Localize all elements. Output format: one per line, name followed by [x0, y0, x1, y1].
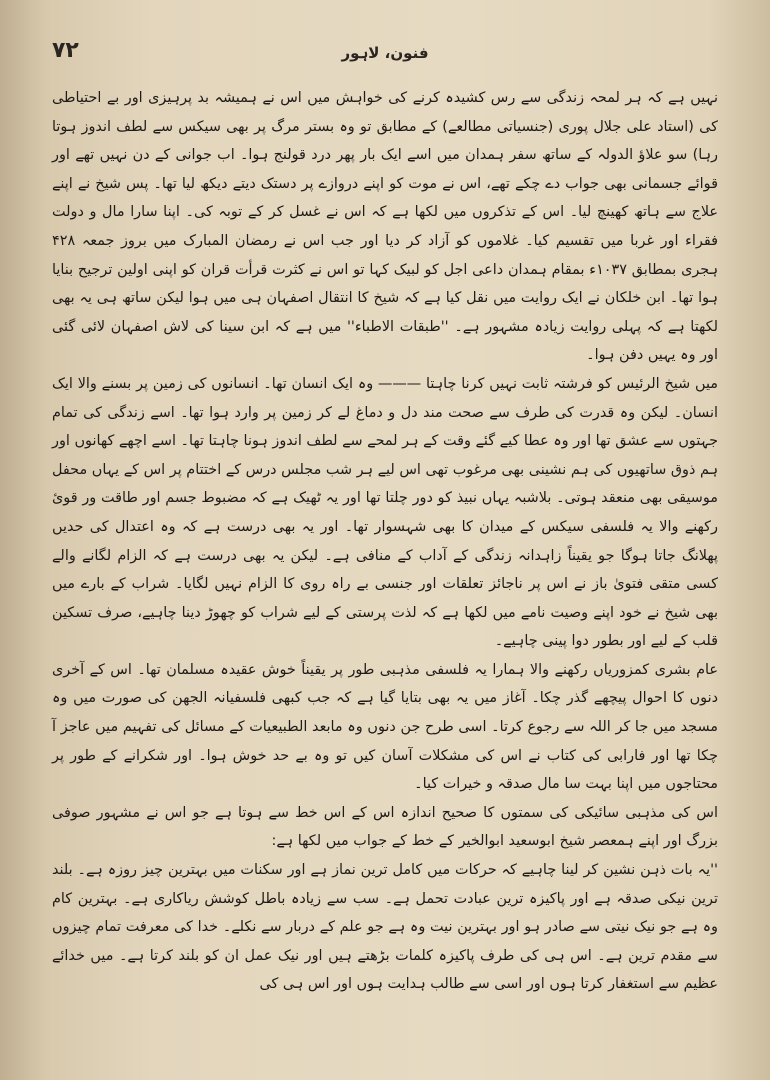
paragraph-2: میں شیخ الرئیس کو فرشتہ ثابت نہیں کرنا چاہتا ——— وہ ایک انسان تھا۔ انسانوں کی زمین پر بسنے والا ایک انسان۔ لیکن وہ قدرت کی طرف سے صحت مند دل و دماغ لے کر زمین پر وارد ہوا تھا۔ اسے زندگی کی تمام جہتوں سے عشق تھا اور وہ عطا کیے گئے وقت کے ہر لمحے سے لطف اندوز ہونا چاہتا تھا۔ اسے اچھے کھانوں اور ہم ذوق ساتھیوں کی ہم نشینی بھی مرغوب تھی اس لیے ہر شب مجلس درس کے اختتام پر اس کے یہاں محفل موسیقی بھی منعقد ہوتی۔ بلاشبہ یہاں نبیذ کو دور چلتا تھا اور یہ ٹھیک ہے کہ مضبوط جسم اور طاقت ور قوئ رکھنے والا یہ فلسفی سیکس کے میدان کا بھی شہسوار تھا۔ اور یہ بھی درست ہے کہ وہ اعتدال کی حدیں پھلانگ جاتا ہوگا جو یقیناً زاہدانہ زندگی کے آداب کے منافی ہے۔ لیکن یہ بھی درست ہے کہ الزام لگانے والے کسی متقی فتویٰ باز نے اس پر ناجائز تعلقات اور جنسی بے راہ روی کا الزام نہیں لگایا۔ شراب کے بارے میں بھی شیخ نے خود اپنے وصیت نامے میں لکھا ہے کہ لذت پرستی کے لیے شراب کو چھوڑ دینا چاہیے، صرف تسکین قلب کے لیے اور بطور دوا پینی چاہیے۔ [52, 375, 718, 650]
paragraph-1: نہیں ہے کہ ہر لمحہ زندگی سے رس کشیدہ کرنے کی خواہش میں اس نے ہمیشہ بد پرہیزی اور بے احتیاطی کی (استاد علی جلال پوری (جنسیاتی مطالعے) کے مطابق تو وہ بستر مرگ پر بھی سیکس سے لطف اندوز ہوتا رہا) سو علاؤ الدولہ کے ساتھ سفر ہمدان میں اسے ایک بار پھر درد قولنج ہوا۔ اب جوانی کے دن نہیں تھے اور قوائے جسمانی بھی جواب دے چکے تھے، اس نے موت کو اپنے دروازے پر دستک دیتے دیکھ لیا تھا۔ پس شیخ نے اپنے علاج سے ہاتھ کھینچ لیا۔ اس کے تذکروں میں لکھا ہے کہ اس نے غسل کر کے توبہ کی۔ اپنا سارا مال و دولت فقراء اور غربا میں تقسیم کیا۔ غلاموں کو آزاد کر دیا اور جب اس نے رمضان المبارک میں بروز جمعہ ۴۲۸ ہجری بمطابق ۱۰۳۷ء بمقام ہمدان داعی اجل کو لبیک کہا تو اس نے کثرت قرأت قران کو اپنی اولین ترجیح بنایا ہوا تھا۔ ابن خلکان نے ایک روایت میں نقل کیا ہے کہ شیخ کا انتقال اصفہان ہی میں ہوا لیکن ساتھ ہی یہ بھی لکھتا ہے کہ پہلی روایت زیادہ مشہور ہے۔ ''طبقات الاطباء'' میں ہے کہ ابن سینا کی لاش اصفہان لائی گئی اور وہ یہیں دفن ہوا۔ [52, 90, 718, 364]
quote-intro: اس کی مذہبی سائیکی کی سمتوں کا صحیح اندازہ اس کے اس خط سے ہوتا ہے جو اس نے مشہور صوفی بزرگ اور اپنے ہمعصر شیخ ابوسعید ابوالخیر کے خط کے جواب میں لکھا ہے: [52, 804, 718, 850]
running-title: فنون، لاہور [341, 44, 429, 62]
page-number: ۷۲ [52, 38, 79, 63]
page-header [52, 38, 718, 74]
paragraph-3: عام بشری کمزوریاں رکھنے والا ہمارا یہ فلسفی مذہبی طور پر یقیناً خوش عقیدہ مسلمان تھا۔ اس کے آخری دنوں کا احوال پیچھے گذر چکا۔ آغاز میں یہ بھی بتایا گیا ہے کہ جب کبھی فلسفیانہ الجھن کی صورت میں وہ مسجد میں جا کر اللہ سے رجوع کرتا۔ اسی طرح جن دنوں وہ مابعد الطبیعیات کے مسائل کی تفہیم میں عاجز آ چکا تھا اور فارابی کی کتاب نے اس کی مشکلات آسان کیں تو وہ بے حد خوش ہوا۔ اور شکرانے کے طور پر محتاجوں میں اپنا بہت سا مال صدقہ و خیرات کیا۔ [52, 661, 718, 793]
body-text [52, 84, 718, 999]
block-quote: ''یہ بات ذہن نشین کر لینا چاہیے کہ حرکات میں کامل ترین نماز ہے اور سکنات میں بہترین چیز روزہ ہے۔ بلند ترین نیکی صدقہ ہے اور پاکیزہ ترین عبادت تحمل ہے۔ سب سے زیادہ باطل کوشش ریاکاری ہے۔ بہترین کام وہ ہے جو نیک نیتی سے صادر ہو اور بہترین نیت وہ ہے جو علم کے دربار سے نکلے۔ خدا کی معرفت تمام چیزوں سے مقدم ترین ہے۔ اس ہی کی طرف پاکیزہ کلمات بڑھتے ہیں اور نیک عمل ان کو بلند کرتا ہے۔ میں خدائے عظیم سے استغفار کرتا ہوں اور اسی سے طالب ہدایت ہوں اور اس ہی کی [52, 862, 718, 993]
